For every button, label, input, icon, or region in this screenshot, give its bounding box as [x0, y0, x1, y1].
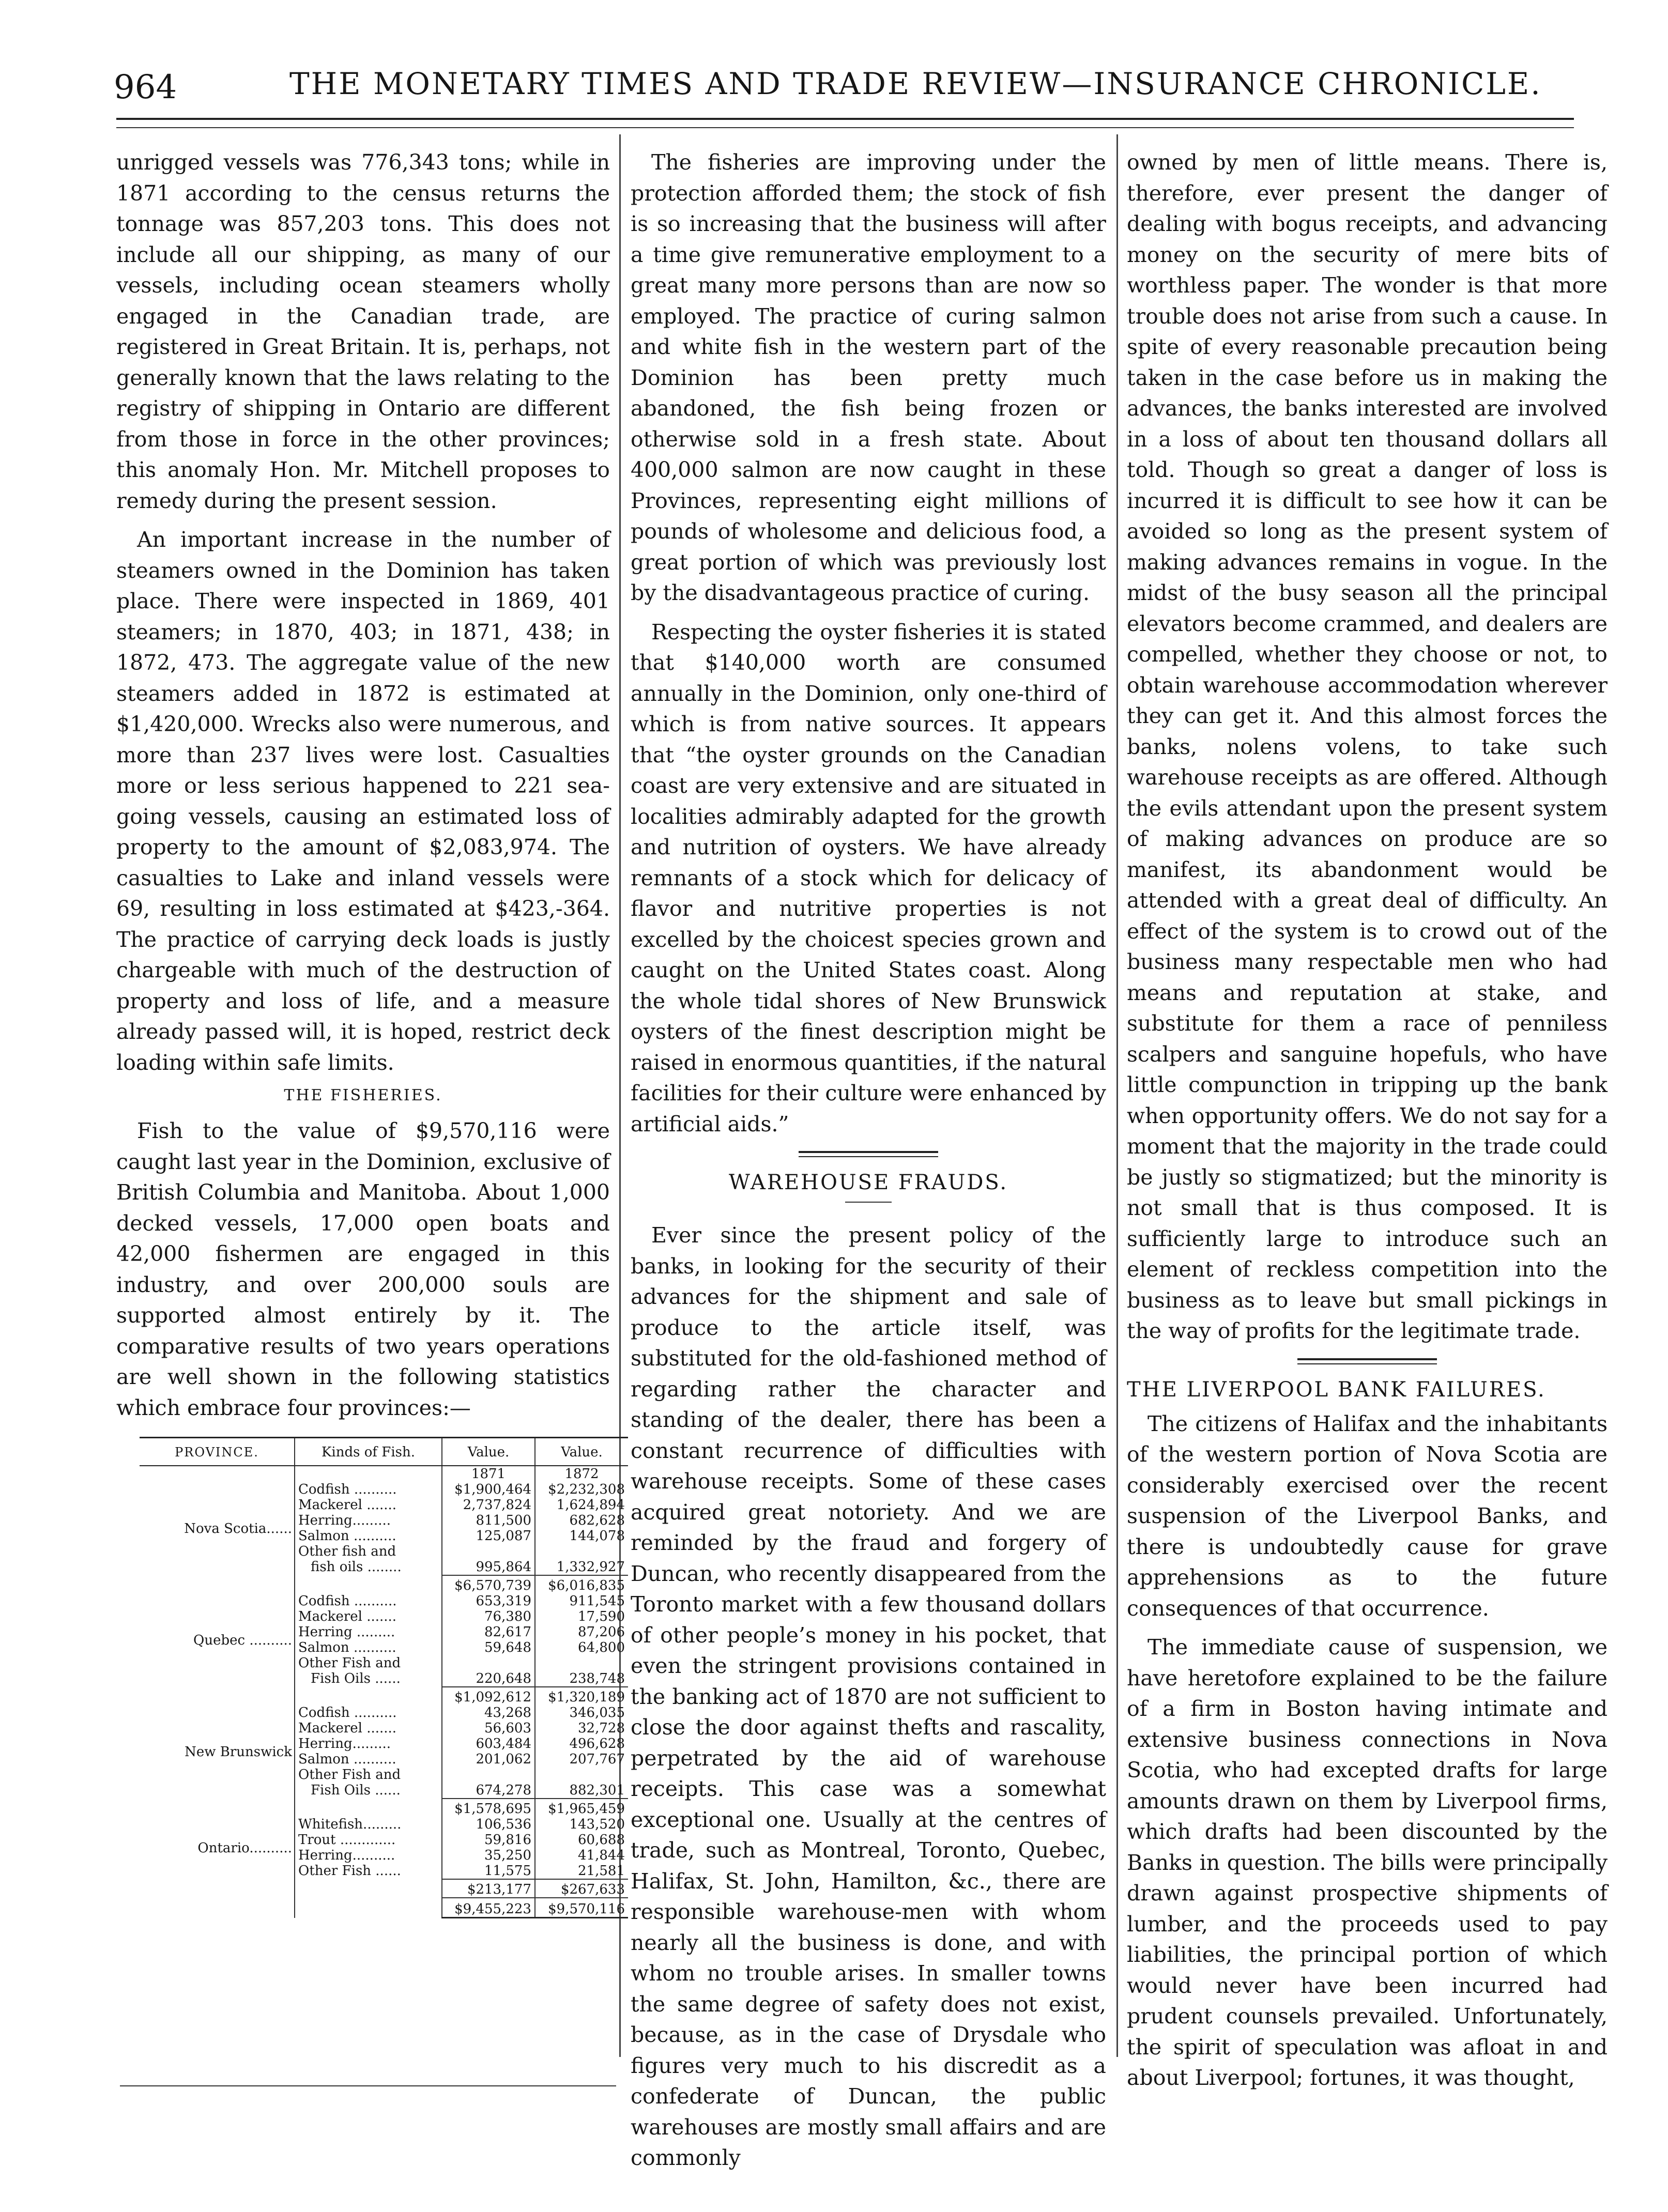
- value-cell: 1,624,894: [535, 1497, 628, 1513]
- subtotal-cell: $6,570,739: [442, 1575, 535, 1593]
- value-cell: 82,617: [442, 1624, 535, 1640]
- value-cell: 2,737,824: [442, 1497, 535, 1513]
- value-cell: 17,590: [535, 1609, 628, 1624]
- subtotal-row: [140, 1879, 628, 1898]
- column-2: [631, 147, 1106, 2182]
- fish-kind: Fish Oils ......: [295, 1671, 442, 1687]
- column-header: Kinds of Fish.: [295, 1438, 442, 1466]
- value-cell: 21,581: [535, 1863, 628, 1879]
- column-header: PROVINCE.: [140, 1438, 295, 1466]
- value-cell: 653,319: [442, 1593, 535, 1609]
- value-cell: 603,484: [442, 1736, 535, 1752]
- table-bottom-rule: [120, 2085, 616, 2086]
- table-row: [140, 1482, 628, 1497]
- title-rule: [845, 1202, 892, 1203]
- column-1: [116, 147, 610, 1432]
- table-header-row: [140, 1438, 628, 1466]
- value-cell: 882,301: [535, 1783, 628, 1799]
- value-cell: 59,816: [442, 1832, 535, 1848]
- subtotal-cell: $1,320,189: [535, 1687, 628, 1705]
- fish-kind: Herring..........: [295, 1848, 442, 1863]
- subtotal-cell: $6,016,835: [535, 1575, 628, 1593]
- value-cell: 125,087: [442, 1528, 535, 1544]
- subtotal-cell: $1,092,612: [442, 1687, 535, 1705]
- value-cell: 143,520: [535, 1817, 628, 1832]
- value-cell: 346,035: [535, 1705, 628, 1721]
- subtotal-row: [140, 1687, 628, 1705]
- value-cell: 238,748: [535, 1671, 628, 1687]
- fish-kind: Herring.........: [295, 1736, 442, 1752]
- fish-kind: Mackerel .......: [295, 1721, 442, 1736]
- province-name: Nova Scotia......: [184, 1520, 292, 1537]
- fish-kind: Mackerel .......: [295, 1609, 442, 1624]
- value-cell: 41,844: [535, 1848, 628, 1863]
- fish-kind: Fish Oils ......: [295, 1783, 442, 1799]
- paragraph: The fisheries are improving under the protection afforded them; the stock of fish is so increasing that the business will after a time give remunerative employment to a great many more persons than are now so employed. The practice of curing salmon and white fish in the western part of the Dominion has been pretty much abandoned, the fish being frozen or otherwise sold in a fresh state. About 400,000 salmon are now caught in these Provinces, representing eight millions of pounds of wholesome and delicious food, a great portion of which was previously lost by the disadvantageous practice of curing.: [631, 150, 1106, 605]
- fish-kind: Salmon ..........: [295, 1528, 442, 1544]
- province-name: New Brunswick: [185, 1744, 292, 1760]
- value-cell: 43,268: [442, 1705, 535, 1721]
- fish-kind: Mackerel .......: [295, 1497, 442, 1513]
- fish-kind: Codfish ..........: [295, 1593, 442, 1609]
- value-cell: 207,767: [535, 1752, 628, 1767]
- value-cell: 60,688: [535, 1832, 628, 1848]
- paragraph: Fish to the value of $9,570,116 were caught last year in the Dominion, exclusive of British Columbia and Manitoba. About 1,000 decked vessels, 17,000 open boats and 42,000 fishermen are engaged in this industry, and over 200,000 souls are supported almost entirely by it. The comparative results of two years operations are well shown in the following statistics which embrace four provinces:—: [116, 1118, 610, 1420]
- value-cell: 106,536: [442, 1817, 535, 1832]
- subtotal-cell: $1,578,695: [442, 1799, 535, 1817]
- subtotal-cell: $267,633: [535, 1879, 628, 1898]
- value-cell: 811,500: [442, 1513, 535, 1528]
- value-cell: 201,062: [442, 1752, 535, 1767]
- fish-kind: Herring .........: [295, 1624, 442, 1640]
- value-cell: 32,728: [535, 1721, 628, 1736]
- value-cell: 35,250: [442, 1848, 535, 1863]
- page-number: 964: [114, 68, 177, 106]
- value-cell: 59,648: [442, 1640, 535, 1655]
- column-divider: [1116, 134, 1118, 2057]
- grand-total-cell: $9,570,116: [535, 1898, 628, 1918]
- paragraph: Respecting the oyster fisheries it is stated that $140,000 worth are consumed annually in the Dominion, only one-third of which is from native sources. It appears that “the oyster grounds on the Canadian coast are very extensive and are situated in localities admirably adapted for the growth and nutrition of oysters. We have already remnants of a stock which for delicacy of flavor and nutritive properties is not excelled by the choicest species grown and caught on the United States coast. Along the whole tidal shores of New Brunswick oysters of the finest description might be raised in enormous quantities, if the natural facilities for their culture were enhanced by artificial aids.”: [631, 619, 1106, 1136]
- section-subheading: THE FISHERIES.: [284, 1086, 442, 1104]
- year-label: 1871: [442, 1466, 535, 1482]
- year-row: [140, 1466, 628, 1482]
- value-cell: 674,278: [442, 1783, 535, 1799]
- subtotal-cell: $213,177: [442, 1879, 535, 1898]
- section-divider: [799, 1151, 938, 1157]
- paragraph: unrigged vessels was 776,343 tons; while in 1871 according to the census returns the tonnage was 857,203 tons. This does not include all our shipping, as many of our vessels, including ocean steamers wholly engaged in the Canadian trade, are registered in Great Britain. It is, perhaps, not generally known that the laws relating to the registry of shipping in Ontario are different from those in force in the other provinces; this anomaly Hon. Mr. Mitchell proposes to remedy during the present session.: [116, 150, 610, 513]
- fish-kind: Salmon ..........: [295, 1752, 442, 1767]
- province-name: Quebec ..........: [193, 1632, 292, 1648]
- masthead-title: THE MONETARY TIMES AND TRADE REVIEW—INSURANCE CHRONICLE.: [289, 66, 1542, 101]
- value-cell: 911,545: [535, 1593, 628, 1609]
- fish-kind: Codfish ..........: [295, 1482, 442, 1497]
- table-row: [140, 1705, 628, 1721]
- subtotal-cell: $1,965,459: [535, 1799, 628, 1817]
- section-title: WAREHOUSE FRAUDS.: [728, 1171, 1008, 1194]
- province-name: Ontario..........: [197, 1840, 292, 1856]
- section-divider: [1297, 1358, 1437, 1364]
- value-cell: 220,648: [442, 1671, 535, 1687]
- value-cell: 682,628: [535, 1513, 628, 1528]
- value-cell: 11,575: [442, 1863, 535, 1879]
- fish-kind: fish oils ........: [295, 1559, 442, 1575]
- subtotal-row: [140, 1799, 628, 1817]
- grand-total-row: [140, 1898, 628, 1918]
- fish-kind: Other fish and: [295, 1544, 442, 1559]
- fish-kind: Other Fish ......: [295, 1863, 442, 1879]
- fish-kind: Codfish ..........: [295, 1705, 442, 1721]
- value-cell: 64,800: [535, 1640, 628, 1655]
- fish-statistics-table: [140, 1437, 628, 1918]
- fish-kind: Other Fish and: [295, 1767, 442, 1783]
- fish-kind: Herring.........: [295, 1513, 442, 1528]
- paragraph: The citizens of Halifax and the inhabitants of the western portion of Nova Scotia are considerably exercised over the recent suspension of the Liverpool Banks, and there is undoubtedly cause for grave apprehensions as to the future consequences of that occurrence.: [1127, 1411, 1608, 1621]
- paragraph: The immediate cause of suspension, we have heretofore explained to be the failure of a firm in Boston having intimate and extensive business connections in Nova Scotia, who had excepted drafts for large amounts drawn on them by Liverpool firms, which drafts had been discounted by the Banks in question. The bills were principally drawn against prospective shipments of lumber, and the proceeds used to pay liabilities, the principal portion of which would never have been incurred had prudent counsels prevailed. Unfortunately, the spirit of speculation was afloat in and about Liverpool; fortunes, it was thought,: [1127, 1635, 1608, 2090]
- value-cell: 87,206: [535, 1624, 628, 1640]
- value-cell: 144,078: [535, 1528, 628, 1544]
- fish-kind: Other Fish and: [295, 1655, 442, 1671]
- value-cell: $1,900,464: [442, 1482, 535, 1497]
- fish-kind: Salmon ..........: [295, 1640, 442, 1655]
- header-rule: [116, 118, 1574, 120]
- column-header: Value.: [442, 1438, 535, 1466]
- table-row: [140, 1593, 628, 1609]
- paragraph: Ever since the present policy of the banks, in looking for the security of their advances for the shipment and sale of produce to the article itself, was substituted for the old-fashioned method of regarding rather the character and standing of the dealer, there has been a constant recurrence of difficulties with warehouse receipts. Some of these cases acquired great notoriety. And we are reminded by the fraud and forgery of Duncan, who recently disappeared from the Toronto market with a few thousand dollars of other people’s money in his pocket, that even the stringent provisions contained in the banking act of 1870 are not sufficient to close the door against thefts and rascality, perpetrated by the aid of warehouse receipts. This case was a somewhat exceptional one. Usually at the centres of trade, such as Montreal, Toronto, Quebec, Halifax, St. John, Hamilton, &c., there are responsible warehouse-men with whom nearly all the business is done, and with whom no trouble arises. In smaller towns the same degree of safety does not exist, because, as in the case of Drysdale who figures very much to his discredit as a confederate of Duncan, the public warehouses are mostly small affairs and are commonly: [631, 1223, 1106, 2170]
- paragraph: owned by men of little means. There is, therefore, ever present the danger of dealing with bogus receipts, and advancing money on the security of mere bits of worthless paper. The wonder is that more trouble does not arise from such a cause. In spite of every reasonable precaution being taken in the case before us in making the advances, the banks interested are involved in a loss of about ten thousand dollars all told. Though so great a danger of loss is incurred it is difficult to see how it can be avoided so long as the present system of making advances remains in vogue. In the midst of the busy season all the principal elevators become crammed, and dealers are compelled, whether they choose or not, to obtain warehouse accommodation wherever they can get it. And this almost forces the banks, nolens volens, to take such warehouse receipts as are offered. Although the evils attendant upon the present system of making advances on produce are so manifest, its abandonment would be attended with a great deal of difficulty. An effect of the system is to crowd out of the business many respectable men who had means and reputation at stake, and substitute for them a race of penniless scalpers and sanguine hopefuls, who have little compunction in tripping up the bank when opportunity offers. We do not say for a moment that the majority in the trade could be justly so stigmatized; but the minority is not small that is thus composed. It is sufficiently large to introduce such an element of reckless competition into the business as to leave but small pickings in the way of profits for the legitimate trade.: [1127, 150, 1608, 1343]
- table-row: [140, 1817, 628, 1832]
- value-cell: 1,332,927: [535, 1559, 628, 1575]
- value-cell: $2,232,308: [535, 1482, 628, 1497]
- section-title: THE LIVERPOOL BANK FAILURES.: [1127, 1377, 1546, 1402]
- value-cell: 496,628: [535, 1736, 628, 1752]
- value-cell: 76,380: [442, 1609, 535, 1624]
- fish-kind: Whitefish.........: [295, 1817, 442, 1832]
- grand-total-cell: $9,455,223: [442, 1898, 535, 1918]
- subtotal-row: [140, 1575, 628, 1593]
- header-rule-thin: [116, 127, 1574, 128]
- column-header: Value.: [535, 1438, 628, 1466]
- page-header: [114, 62, 1577, 109]
- paragraph: An important increase in the number of steamers owned in the Dominion has taken place. There were inspected in 1869, 401 steamers; in 1870, 403; in 1871, 438; in 1872, 473. The aggregate value of the new steamers added in 1872 is estimated at $1,420,000. Wrecks also were numerous, and more than 237 lives were lost. Casualties more or less serious happened to 221 sea-going vessels, causing an estimated loss of property to the amount of $2,083,974. The casualties to Lake and inland vessels were 69, resulting in loss estimated at $423,-364. The practice of carrying deck loads is justly chargeable with much of the destruction of property and loss of life, and a measure already passed will, it is hoped, restrict deck loading within safe limits.: [116, 527, 610, 1075]
- year-label: 1872: [535, 1466, 628, 1482]
- value-cell: 56,603: [442, 1721, 535, 1736]
- value-cell: 995,864: [442, 1559, 535, 1575]
- column-3: [1127, 147, 1608, 2102]
- fish-kind: Trout .............: [295, 1832, 442, 1848]
